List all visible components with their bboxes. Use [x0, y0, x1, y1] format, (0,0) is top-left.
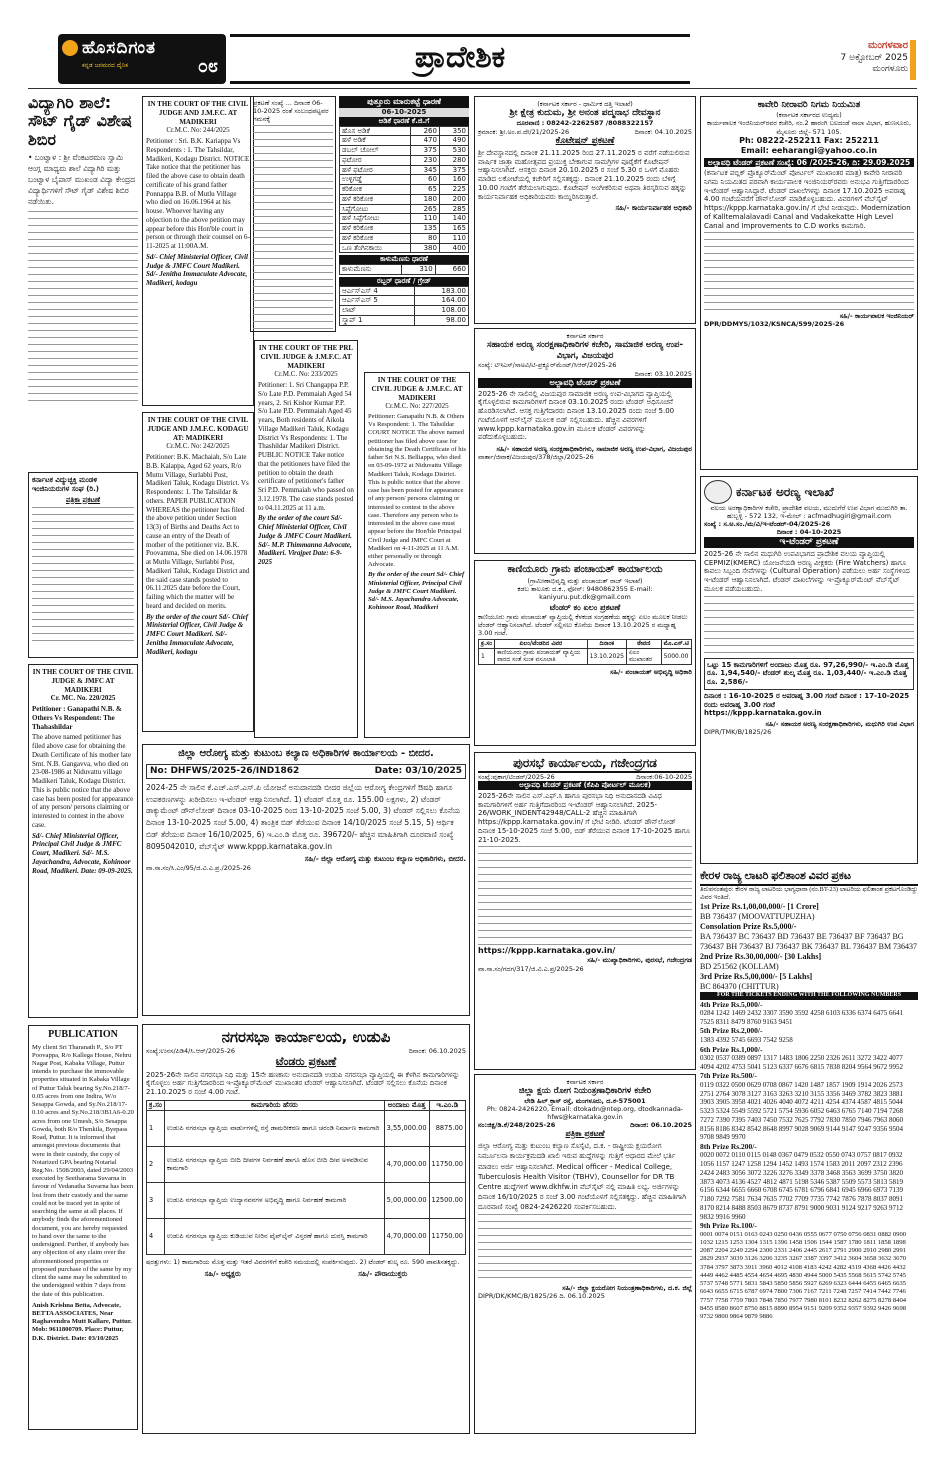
publication-notice [28, 1025, 138, 1430]
cnn-sign: ಸಹಿ/- ಕಾರ್ಯಪಾಲಕ ಇಂಜಿನಿಯರ್ [839, 312, 914, 321]
court-body: The above named petitioner has filed above case for obtaining the Death Certificate of his mother late Smt. N.B. Gangavva, who died on 23-08-1986 at Niduvattu village Madikeri Taluk, Kodagu District. This is public notice that the above case has been posted for appearance of any person/ persons claiming or interested to contest in the above case. [32, 733, 134, 829]
tb-ref: ನಂ:ಜಿಕ್ಷ/ಡಿ.ಕೆ/248/2025-26 [478, 1121, 556, 1130]
table-cell: ಆರ್ಎಸ್ಎಸ್ 5 [340, 296, 415, 306]
table-cell: 12500.00 [429, 1182, 465, 1218]
table-row [340, 155, 469, 165]
table-cell: 400 [439, 243, 468, 253]
table-cell: ಉಡುಪಿ ನಗರಸಭಾ ವ್ಯಾಪ್ತಿಯ ಬೀದಿ ದೀಪಗಳ ನಿರ್ವಹಣೆ ಹಾಗೂ ಹೊಸ ಬೀದಿ ದೀಪ ಅಳವಡಿಸುವ ಕಾಮಗಾರಿ [164, 1146, 384, 1182]
table-row [340, 185, 469, 195]
temple-date: ದಿನಾಂಕ: 04.10.2025 [634, 127, 692, 136]
table-cell: 375 [439, 165, 468, 175]
table-cell: 4,70,000.00 [384, 1146, 429, 1182]
cnn-addr: ಕಾರ್ಯಪಾಲಕ ಇಂಜಿನಿಯರ್‌ರವರ ಕಚೇರಿ, ನಂ.2 ಹಾರಂಗಿ ಬಲದಂಡೆ ನಾಲಾ ವಿಭಾಗ, ಹುಣಸೂರು, ಮೈಸೂರು ಜಿಲ್ಲೆ- 571 105. [706, 119, 912, 136]
forest-dates: ದಿನಾಂಕ : 16-10-2025 ರ ಅಪರಾಹ್ನ 3.00 ಗಂಟೆ ದಿನಾಂಕ : 17-10-2025 ರಂದು ಅಪರಾಹ್ನ 3.00 ಗಂಟೆ [704, 691, 910, 709]
forest-link[interactable]: https://kppp.karnataka.gov.in [704, 709, 822, 718]
temple-header: (ಕರ್ನಾಟಕ ಸರ್ಕಾರ - ಧಾರ್ಮಿಕ ದತ್ತಿ ಇಲಾಖೆ) [537, 100, 633, 108]
table-row [147, 1110, 466, 1146]
table-row [340, 126, 469, 136]
table-cell: 375 [410, 146, 439, 156]
table-row [340, 214, 469, 224]
publication-title: PUBLICATION [48, 1029, 118, 1040]
table-header-cell: ಕ್ರ.ಸಂ [479, 640, 495, 649]
gp-title: ಕಾಣಿಯೂರು ಗ್ರಾಮ ಪಂಚಾಯತ್ ಕಾರ್ಯಾಲಯ [507, 564, 663, 575]
prize-6-numbers: 0302 0537 0389 0897 1317 1483 1806 2250 2326 2611 3272 3422 4077 4094 4202 4753 5041 5123 6337 6676 6815 7838 8204 9564 9672 9952 [700, 1053, 903, 1071]
kebea-title: ಕರ್ನಾಟಕ ವಿದ್ಯುಚ್ಛಕ್ತಿ ಮಂಡಳಿ ಇಂಜಿನಿಯರುಗಳ ಸಂಘ (ರಿ.) [32, 476, 99, 493]
court-notice-233 [254, 340, 358, 738]
gp-body: ಕಾಣಿಯೂರು ಗ್ರಾಮ ಪಂಚಾಯತ್ ವ್ಯಾಪ್ತಿಯಲ್ಲಿ ಕೆಳಕಂಡ ಸಂಗ್ರಹಣೆಯ ಹಕ್ಕನ್ನು ಏಲಂ ಮೂಲಕ ನೀಡಲು ಟೆಂಡರ್ ಆಹ್ವಾನಿಸಲಾಗಿದೆ. ಟೆಂಡರ್ ಸಲ್ಲಿಸಲು ಕೊನೆಯ ದಿನಾಂಕ 13.10.2025 ರ ಮಧ್ಯಾಹ್ನ 3.00 ಗಂಟೆ. [478, 612, 688, 638]
cnn-phone: Ph: 08222-252211 Fax: 252211 [739, 135, 879, 145]
table-cell: ಹಳೆ ಫಟೋರ [340, 165, 411, 175]
table-cell: ಒಣ ತೆಂಗಿನಕಾಯಿ [340, 243, 411, 253]
prize-3-number: BC 864370 (CHITTUR) [700, 982, 779, 991]
table-cell: 110 [410, 214, 439, 224]
forest-ref: ಸಂಖ್ಯೆ : ಸ.ಅ.ಸಂ./ಮ/ವಿ/ಇ-ಟೆಂಡರ್-04/2025-26 [704, 520, 831, 529]
cnn-notice: ಅಲ್ಪಾವಧಿ ಟೆಂಡರ್ ಪ್ರಕಟಣೆ ಸಂಖ್ಯೆ: 06 /2025-26, ದಿ: 29.09.2025 [704, 158, 914, 167]
arecanut-rates-table [339, 126, 469, 254]
tb-text-lines [478, 1214, 692, 1284]
section-title: ಪ್ರಾದೇಶಿಕ [414, 40, 506, 75]
table-cell: 164.00 [414, 296, 468, 306]
sf-sign: ಸಹಿ/- ಸಹಾಯಕ ಅರಣ್ಯ ಸಂರಕ್ಷಣಾಧಿಕಾರಿಗಳು, ಸಾಮಾಜಿಕ ಅರಣ್ಯ ಉಪ-ವಿಭಾಗ, ವಿಜಯಪುರ [496, 445, 692, 454]
table-cell: ಹಳೆ ಅಡಿಕೆ [340, 136, 411, 146]
table-row [479, 648, 692, 664]
table-cell: 1 [479, 648, 495, 664]
table-header-cell: ಕ್ರ.ಸಂ [147, 1100, 165, 1110]
gp-heading: ಟೆಂಡರ್ ಕಂ ಏಲಂ ಪ್ರಕಟಣೆ [549, 602, 621, 612]
cauvery-nigam-tender [700, 96, 918, 470]
story-title: ವಿದ್ಯಾಗಿರಿ ಶಾಲೆ: ಸೌಟ್ ಗೈಡ್ ವಿಶೇಷ ಶಿಬಿರ [28, 94, 132, 149]
table-cell: 200 [439, 194, 468, 204]
table-cell: 60 [410, 175, 439, 185]
table-row [340, 243, 469, 253]
rubber-rates-table [339, 286, 469, 326]
gj-text-lines [478, 846, 692, 946]
table-cell: 165 [439, 224, 468, 234]
table-cell: 225 [439, 185, 468, 195]
tb-addr: ಲೇಡಿ ಹಿಲ್ ಕ್ರಾಸ್ ರಸ್ತೆ, ಮಂಗಳೂರು, ದ.ಕ-575001 [524, 1096, 646, 1105]
bh-title: ಜಿಲ್ಲಾ ಆರೋಗ್ಯ ಮತ್ತು ಕುಟುಂಬ ಕಲ್ಯಾಣ ಅಧಿಕಾರಿಗಳ ಕಾರ್ಯಾಲಯ - ಬೀದರ. [178, 748, 434, 759]
court-parties: Petitioner : Ganapathi N.B. & Others Vs Respondent: The Thahashildar [32, 705, 122, 731]
gp-table [478, 639, 692, 665]
table-cell: ಫಟೋರ [340, 155, 411, 165]
table-cell: 280 [439, 155, 468, 165]
forest-title: ಕರ್ನಾಟಕ ಅರಣ್ಯ ಇಲಾಖೆ [736, 484, 834, 499]
table-cell: ಕರಿಕೋಕ [340, 185, 411, 195]
table-cell: 345 [410, 165, 439, 175]
story-text-lines [28, 211, 138, 401]
temple-title: ಶ್ರೀ ಕ್ಷೇತ್ರ ಕುದುಮ, ಶ್ರೀ ಅನಂತ ಪದ್ಮನಾಭ ದೇವಸ್ಥಾನ [509, 108, 661, 119]
table-row [340, 204, 469, 214]
table-cell: ಉಳ್ಳಿಗಡ್ಡೆ [340, 175, 411, 185]
table-cell: 1 [147, 1110, 165, 1146]
pepper-rates-table [339, 264, 469, 275]
court-case-no: Cr.M.C. No: 227/2025 [385, 402, 449, 411]
table-cell: 530 [439, 146, 468, 156]
kebea-notice [28, 472, 138, 658]
table-cell: 2 [147, 1146, 165, 1182]
publication-body: My client Sri Tharanath P., S/o PT Poovappa, R/o Kallega House, Nehru Nagar Post, Kabaka Village, Puttur intends to purchase the immovable properties situated in Kabaka Village of Puttur Taluk bearing Sy.No.218/7- 0.05 acres from one Indira, W/o Sesappa Gowda, and Sy.No.218/17-0.10 acres and Sy.No.218/3B1A6-0.20 acres from one Umesh, S/o Sesappa Gowda, both R/o Thenkila, Byepass Road, Puttur. It is informed that amongst previous documents that were in their custody, the copy of Notarized GPA bearing Notarial Reg.No. 1508/2003, dated 29/04/2003 executed by Seetharama Suvarna in favour of Vedanatha Suvarna has been lost from their custody and the same could not be traced yet in spite of searching the same at all places. If anybody finds the aforementioned document, you are hereby requested to hand over the same to the undersigned. Further, if anybody has any objection of any claim over the aforementioned properties or proposed purchase of the same by my client the same may be submitted to the undersigned within 7 days from the date of this publication. [32, 1043, 134, 1298]
prize-7-numbers: 0119 0322 0500 0629 0708 0867 1420 1487 1857 1909 1914 2026 2573 2751 2764 3078 3127 3163 3263 3210 3155 3356 3469 3782 3823 3881 3903 3905 3958 4021 4026 4040 4072 4211 4254 4374 4587 4815 5044 5323 5324 5549 5592 5721 5754 5936 6052 6463 6765 7140 7194 7268 7272 7390 7395 7403 7450 7532 7625 7792 7830 7850 7946 7963 8060 8156 8186 8342 8542 8648 8997 9028 9069 9144 9147 9247 9356 9504 9708 9849 9970 [700, 1080, 903, 1142]
gj-body: 2025-26ನೇ ಸಾಲಿನ ಎಸ್.ಎಫ್.ಸಿ ಹಾಗೂ ಪುರಸಭಾ ನಿಧಿ ಅನುದಾನದಡಿ ವಿವಿಧ ಕಾಮಗಾರಿಗಳಿಗೆ ಅರ್ಹ ಗುತ್ತಿಗೆದಾರರಿಂದ ಇ-ಟೆಂಡರ್ ಆಹ್ವಾನಿಸಲಾಗಿದೆ. 2025-26/WORK_INDENT42948/CALL-2 ಹೆಚ್ಚಿನ ಮಾಹಿತಿಗಾಗಿ https://kppp.karnataka.gov.in/ ಗೆ ಭೇಟಿ ನೀಡಿರಿ. ಟೆಂಡರ್ ಡೌನ್‌ಲೋಡ್ ದಿನಾಂಕ 15-10-2025 ಸಂಜೆ 5.00, ಬಿಡ್ ತೆರೆಯುವ ದಿನಾಂಕ 17-10-2025 ಹಾಗೂ 21-10-2025. [478, 791, 691, 844]
dateline [693, 40, 908, 75]
table-cell: 380 [410, 243, 439, 253]
table-header-cell: ಏಲಂ/ಟೆಂಡರಿನ ವಿವರ [495, 640, 588, 649]
table-cell: 110 [439, 233, 468, 243]
table-row [340, 194, 469, 204]
consolation-numbers: BA 736437 BC 736437 BD 736437 BE 736437 BF 736437 BG 736437 BH 736437 BJ 736437 BK 736437 BL 736437 BM 736437 [700, 932, 918, 951]
temple-sub: ಕೊಟೇಷನ್ ಪ್ರಕಟಣೆ [555, 135, 615, 146]
ud-date: ದಿನಾಂಕ: 06.10.2025 [408, 1046, 466, 1055]
table-header-cell: ಕಾಮಗಾರಿಯ ಹೆಸರು [164, 1100, 384, 1110]
court-case-no: Cr.M.C. No: 244/2025 [166, 126, 230, 135]
sf-date: ದಿನಾಂಕ: 03.10.2025 [634, 369, 692, 378]
sf-body: 2025-26 ನೇ ಸಾಲಿನಲ್ಲಿ ವಿಜಯಪುರ ಸಾಮಾಜಿಕ ಅರಣ್ಯ ಉಪ-ವಿಭಾಗದ ವ್ಯಾಪ್ತಿಯಲ್ಲಿ ಕೈಗೊಳ್ಳಲಿರುವ ಕಾಮಗಾರಿಗಳಿಗೆ ದಿನಾಂಕ 03.10.2025 ರಂದು ಟೆಂಡರ್ ಅಧಿಸೂಚನೆ ಹೊರಡಿಸಲಾಗಿದೆ. ಆಸಕ್ತ ಗುತ್ತಿಗೆದಾರರು ದಿನಾಂಕ 13.10.2025 ರಂದು ಸಂಜೆ 5.00 ಗಂಟೆಯೊಳಗೆ ಆನ್‌ಲೈನ್ ಮೂಲಕ ಬಿಡ್ ಸಲ್ಲಿಸಬಹುದು. ಹೆಚ್ಚಿನ ವಿವರಗಳಿಗೆ www.kppp.karnataka.gov.in ಮೂಲಕ ಟೆಂಡರ್ ವಿವರಗಳನ್ನು ಪಡೆದುಕೊಳ್ಳಬಹುದು. [478, 389, 675, 442]
gj-sign: ಸಹಿ/- ಮುಖ್ಯಾಧಿಕಾರಿಗಳು, ಪುರಸಭೆ, ಗಜೇಂದ್ರಗಡ [587, 956, 692, 965]
court-body: Petitioner: Ganapathi N.B. & Others Vs Respondent: 1. The Tahsildar COURT NOTICE The above named petitioner has filed above case for obtaining the Death Certificate of his father Sri N.S. Belliappa, who died on 03-09-1972 at Niduvattu Village Madikeri Taluk, Kodagu District. This is public notice that the above case has been posted for appearance of any person/ persons claiming or interested to contest in the above case. Therefore any person who is interested in the above case must appear before the Hon'ble Principal Civil Judge and JMFC Court at Madikeri on 4-11-2025 at 11 A.M. either personally or through Advocate. [368, 413, 466, 569]
court-notice-242 [142, 412, 254, 732]
table-cell: 490 [439, 136, 468, 146]
market-sub: ಅಡಿಕೆ ಧಾರಣೆ ಕೆ.ಜಿ.ಗೆ [339, 117, 469, 126]
header-rule [28, 88, 917, 89]
cnn-code: DPR/DDMYS/1032/KSNCA/599/2025-26 [704, 320, 845, 329]
forest-code: DIPR/TMK/B/1825/26 [704, 728, 772, 737]
cnn-email: Email: eeharangi@yahoo.co.in [740, 145, 878, 155]
temple-sign: ಸಹಿ/- ಕಾರ್ಯನಿರ್ವಾಹಕ ಅಧಿಕಾರಿ [615, 204, 692, 213]
table-cell: ಹಳೆ ಕರಿಕೋಕ [340, 224, 411, 234]
court-notice-244 [142, 96, 254, 406]
section-header [230, 34, 690, 84]
sf-header: ಕರ್ನಾಟಕ ಸರ್ಕಾರ [566, 332, 604, 340]
kannada-notice [250, 96, 336, 332]
court-case-no: Cr.M.C. No: 233/2025 [274, 370, 338, 379]
prize-3-label: 3rd Prize Rs.5,00,000/- [5 Lakhs] [700, 972, 813, 981]
cnn-body: (ಕರ್ನಾಟಕ ಪಬ್ಲಿಕ್ ಪ್ರೊಕ್ಯೂರ್‌ಮೆಂಟ್ ಪೋರ್ಟಲ್ ಮುಖಾಂತರ ಮಾತ್ರ) ಕಾವೇರಿ ನೀರಾವರಿ ನಿಗಮ ನಿಯಮಿತದ ಪರವಾಗಿ ಕಾರ್ಯಪಾಲಕ ಇಂಜಿನಿಯರ್‌ರವರು ಅನುಭವಿ ಗುತ್ತಿಗೆದಾರರಿಂದ ಇ-ಟೆಂಡರ್ ಆಹ್ವಾನಿಸಿದ್ದಾರೆ. ಟೆಂಡರ್ ದಾಖಲೆಗಳನ್ನು ದಿನಾಂಕ 17.10.2025 ಅಪರಾಹ್ನ 4.00 ಗಂಟೆಯವರೆಗೆ ಡೌನ್‌ಲೋಡ್ ಮಾಡಿಕೊಳ್ಳಬಹುದು. ವಿವರಗಳಿಗೆ ವೆಬ್‌ಸೈಟ್ https://kppp.karnataka.gov.in/ ಗೆ ಭೇಟಿ ನೀಡುವುದು. Modernization of Kalltemalalavadi Canal and Vadakekatte High Level Canal and Improvements to C.D works ಕಾಮಗಾರಿ. [704, 169, 911, 230]
prize-4-label: 4th Prize Rs.5,000/- [700, 999, 763, 1009]
table-cell: 135 [410, 224, 439, 234]
table-row [340, 146, 469, 156]
table-cell: 4,70,000.00 [384, 1218, 429, 1254]
table-cell: 11750.00 [429, 1146, 465, 1182]
court-notice-220 [28, 664, 138, 1018]
table-cell: ಸ್ಕ್ರಾಪ್ 1 [340, 315, 415, 325]
rubber-title: ರಬ್ಬರ್ ಧಾರಣೆ / ಗ್ರೇಡ್ [339, 277, 469, 286]
accent-bar [910, 40, 916, 80]
table-header-cell: ಮೊ.ಎಸ್.ಟಿ [661, 640, 691, 649]
court-sign: By the order of the court Sd/- Chief Ministerial Officer, Civil Judge & JMFC Court Madikeri. Sd/- Jenitha Immaculate Advocate, Madikeri, kodagu [146, 612, 249, 656]
gj-title: ಪುರಸಭೆ ಕಾರ್ಯಾಲಯ, ಗಜೇಂದ್ರಗಡ [478, 756, 692, 773]
prize-5-numbers: 1383 4392 5745 6693 7542 9258 [700, 1035, 793, 1044]
lottery-title: ಕೇರಳ ರಾಜ್ಯ ಲಾಟರಿ ಫಲಿತಾಂಶ ವಿವರ ಪ್ರಕಟ [700, 870, 918, 886]
story-body: • ಬಂಟ್ವಾಳ : ಶ್ರೀ ವೆಂಕಟರಮಣ ಸ್ವಾಮಿ ಆಂಗ್ಲ ಮಾಧ್ಯಮ ಶಾಲೆ ವಿದ್ಯಾಗಿರಿ ಮತ್ತು ಬಂಟ್ವಾಳ ಬೈಪಾಸ್ ಮುಖಂಡ ವಿದ್ಯಾ ಕೇಂದ್ರದ ವಿದ್ಯಾರ್ಥಿಗಳಿಗೆ ಸೌಟ್ ಗೈಡ್ ವಿಶೇಷ ಶಿಬಿರ ನಡೆಯಿತು. [28, 153, 136, 206]
table-row [340, 233, 469, 243]
bh-code: ವಾ.ಸಾ.ಸಂ/ಸಿ.ಎಂ/95/ಜಿ.ವಿ.ಎ.ಪ್ರ./2025-26 [146, 864, 251, 873]
cnn-text-lines [704, 232, 914, 312]
tb-sub: ಪತ್ರಿಕಾ ಪ್ರಕಟಣೆ [565, 1129, 605, 1139]
table-cell: 660 [435, 265, 468, 275]
temple-quotation [474, 96, 696, 324]
court-title: IN THE COURT OF THE CIVIL JUDGE & J.M.F.C. AT MADIKERI [371, 376, 463, 402]
cnn-sub: (ಕರ್ನಾಟಕ ಸರ್ಕಾರದ ಉದ್ಯಮ) [776, 111, 842, 120]
bh-body: 2024-25 ನೇ ಸಾಲಿನ ಕೆ.ಎಚ್.ಎಸ್.ಎಸ್.ಪಿ ಯೋಜನೆ ಅನುದಾನದಡಿ ಬೀದರ ಜಿಲ್ಲೆಯ ಆರೋಗ್ಯ ಕೇಂದ್ರಗಳಿಗೆ ಔಷಧಿ ಹಾಗೂ ಉಪಕರಣಗಳನ್ನು ಖರೀದಿಸಲು ಇ-ಟೆಂಡರ್ ಆಹ್ವಾನಿಸಲಾಗಿದೆ. 1) ಟೆಂಡರ್ ಮೊತ್ತ ರೂ. 155.00 ಲಕ್ಷಗಳು, 2) ಟೆಂಡರ್ ಡಾಕ್ಯುಮೆಂಟ್ ಡೌನ್‌ಲೋಡ್ ದಿನಾಂಕ 03-10-2025 ರಿಂದ 13-10-2025 ಸಂಜೆ 5.00, 3) ಟೆಂಡರ್ ಸಲ್ಲಿಸಲು ಕೊನೆಯ ದಿನಾಂಕ 13-10-2025 ಸಂಜೆ 5.00, 4) ತಾಂತ್ರಿಕ ಬಿಡ್ ತೆರೆಯುವ ದಿನಾಂಕ 14/10/2025 ಸಂಜೆ 5.15, 5) ಆರ್ಥಿಕ ಬಿಡ್ ತೆರೆಯುವ ದಿನಾಂಕ 16/10/2025, 6) ಇ.ಎಂ.ಡಿ ಮೊತ್ತ ರೂ. 396720/- ಹೆಚ್ಚಿನ ಮಾಹಿತಿಗಾಗಿ ದೂರವಾಣಿ ಸಂಖ್ಯೆ 8095042010, ವೆಬ್‌ಸೈಟ್ www.kppp.karnataka.gov.in [146, 782, 461, 851]
court-sign: By the order of the court Sd/- Chief Ministerial Officer, Principal Civil Judge & JMFC Court Madikeri. Sd/- M.S. Jayachandra Advocate, Kohinoor Road, Madikeri [368, 571, 465, 612]
table-cell: 230 [410, 155, 439, 165]
ud-sign-2: ಸಹಿ/- ಪೌರಾಯುಕ್ತರು [358, 1269, 408, 1278]
sf-title: ಸಹಾಯಕ ಅರಣ್ಯ ಸಂರಕ್ಷಣಾಧಿಕಾರಿಗಳ ಕಚೇರಿ, ಸಾಮಾಜಿಕ ಅರಣ್ಯ ಉಪ-ವಿಭಾಗ, ವಿಜಯಪುರ [486, 340, 684, 361]
ud-body: 2025-26ನೇ ಸಾಲಿನ ನಗರಸಭಾ ನಿಧಿ ಮತ್ತು 15ನೇ ಹಣಕಾಸು ಅನುದಾನದಡಿ ಉಡುಪಿ ನಗರಸಭಾ ವ್ಯಾಪ್ತಿಯಲ್ಲಿ ಈ ಕೆಳಗಿನ ಕಾಮಗಾರಿಗಳನ್ನು ಕೈಗೊಳ್ಳಲು ಅರ್ಹ ಗುತ್ತಿಗೆದಾರರಿಂದ ಇ-ಪ್ರೊಕ್ಯೂರ್‌ಮೆಂಟ್ ಮುಖಾಂತರ ಟೆಂಡರ್ ಆಹ್ವಾನಿಸಲಾಗಿದೆ. ಟೆಂಡರ್ ಸಲ್ಲಿಸಲು ಕೊನೆಯ ದಿನಾಂಕ 21.10.2025 ರ ಸಂಜೆ 4.00 ಗಂಟೆ. [146, 1070, 460, 1097]
forest-text-lines [704, 596, 914, 656]
story-vidyagiri [28, 94, 138, 466]
table-cell: 160 [439, 175, 468, 185]
temple-ref: ಕ್ರಮಾಂಕ: ಶ್ರೀ.ಅಂ.ಪ.ದೇ/21/2025-26 [478, 127, 570, 136]
kerala-lottery [700, 870, 918, 1434]
day: ಮಂಗಳವಾರ [867, 40, 908, 51]
court-sign: Sd/- Chief Ministerial Officer, Civil Judge & JMFC Court Madikeri. Sd/- Jenitha Immaculate Advocate, Madikeri, kodagu [146, 252, 248, 287]
masthead-logo[interactable] [58, 34, 226, 84]
table-cell: 5,00,000.00 [384, 1182, 429, 1218]
court-title: IN THE COURT OF THE CIVIL JUDGE AND J.M.F.C. AT MADIKERI [147, 100, 249, 126]
prize-2-label: 2nd Prize Rs.30,00,000/- [30 Lakhs] [700, 952, 822, 961]
gj-link[interactable]: https://kppp.karnataka.gov.in/ [478, 946, 616, 956]
notice-text-lines [253, 125, 333, 332]
ud-sub: ಟೆಂಡರು ಪ್ರಕಟಣೆ [275, 1054, 337, 1068]
court-body: Petitioner: B.K. Machaiah, S/o Late B.B. Kalappa, Aged 62 years, R/o Muttu Village, Surlabbi Post, Madikeri Taluk, Kodagu District. Vs Respondents: 1. The Tahsildar & others. PAPER PUBLICATION WHEREAS the petitioner has filed the above petition under Section 13(3) of Births and Deaths Act to cause an entry of the Death of mother of the petitioner viz. B.K. Poovamma, She died on 14.06.1978 at Mutlu Village, Surlabbi Post, Madikeri Taluk, Kodagu District and the said case stands posted to 06.11.2025 date before the Court, failing which the matter will be heard and decided on merits. [146, 453, 250, 610]
table-row [340, 296, 469, 306]
table-header-cell: ಠೇವಣಿ [626, 640, 661, 649]
table-cell: 98.00 [414, 315, 468, 325]
table-row [340, 136, 469, 146]
table-cell: ಏಲಂ ಮುಖಾಂತರ [626, 648, 661, 664]
market-date: 06-10-2025 [339, 108, 469, 117]
gajendragad-tender [474, 752, 696, 1070]
ud-title: ನಗರಸಭಾ ಕಾರ್ಯಾಲಯ, ಉಡುಪಿ [221, 1028, 391, 1046]
market-rates [339, 96, 469, 366]
ud-note: ಷರತ್ತುಗಳು: 1) ಕಾಮಗಾರಿಯ ಮೊತ್ತ ಮತ್ತು ಇತರೆ ವಿವರಗಳಿಗೆ ಕಚೇರಿ ಸಮಯದಲ್ಲಿ ಸಂಪರ್ಕಿಸುವುದು. 2) ಟೆಂಡರ್ ಶುಲ್ಕ ರೂ. 590 ಪಾವತಿಸತಕ್ಕದ್ದು. [146, 1257, 460, 1266]
tb-code: DIPR/DK/KMC/B/1825/26 ದಿ. 06.10.2025 [478, 1292, 605, 1301]
forest-etender [700, 476, 918, 864]
gj-sub: ಅಲ್ಪಾವಧಿ ಟೆಂಡರ್ ಪ್ರಕಟಣೆ (ಕೆಪಿಪಿ ಪೋರ್ಟಲ್ ಮೂಲಕ) [478, 781, 692, 790]
gp-contact: ಕಡಬ ತಾಲೂಕು ದ.ಕ., ಫೋನ್: 9480862355 E-mail: kaniyuru.put.dk@gmail.com [517, 584, 653, 601]
table-cell: ಉಡುಪಿ ನಗರಸಭಾ ವ್ಯಾಪ್ತಿಯ ಉದ್ಯಾನವನಗಳ ಅಭಿವೃದ್ಧಿ ಹಾಗೂ ನಿರ್ವಹಣೆ ಕಾಮಗಾರಿ [164, 1182, 384, 1218]
forest-date: ದಿನಾಂಕ : 04-10-2025 [776, 528, 842, 537]
prize-1-number: BB 736437 (MOOVATTUPUZHA) [700, 912, 815, 921]
pepper-title: ಕಾಳುಮೆಣಸು ಧಾರಣೆ [339, 255, 469, 264]
table-row [147, 1146, 466, 1182]
forest-emblem-icon [704, 480, 732, 504]
table-cell: 3 [147, 1182, 165, 1218]
prize-8-label: 8th Prize Rs.200/- [700, 1142, 757, 1151]
tb-contact: Ph: 0824-2426220, Email: dtokadn@ntep.org, dtodkannada-hfws@karnataka.gov.in [486, 1104, 684, 1121]
table-cell: 180 [410, 194, 439, 204]
bh-date: Date: 03/10/2025 [374, 765, 462, 776]
kaniyur-panchayat-tender [474, 560, 696, 746]
table-cell: ಡಬಲ್ ಚೋಲ್ [340, 146, 411, 156]
tb-date: ದಿನಾಂಕ: 06.10.2025 [630, 1121, 692, 1130]
table-cell: 80 [410, 233, 439, 243]
gp-sign: ಸಹಿ/- ಪಂಚಾಯತ್ ಅಭಿವೃದ್ಧಿ ಅಧಿಕಾರಿ [610, 667, 692, 676]
table-row [340, 175, 469, 185]
prize-9-numbers: 0001 0074 0151 0163 0243 0250 0436 0555 0677 0750 0756 0831 0882 0900 1032 1215 1253 1304 1315 1396 1458 1506 1544 1587 1780 1811 1858 1898 2087 2204 2249 2294 2300 2331 2406 2445 2617 2791 2900 2910 2980 2991 2829 2937 3039 3126 3206 3235 3267 3387 3397 3412 3604 3658 3632 3670 3784 3797 3873 3911 3960 4012 4108 4183 4242 4282 4319 4368 4426 4432 4449 4462 4485 4554 4654 4695 4830 4944 5000 5435 5568 5615 5742 5745 5737 5748 5771 5831 5843 5850 5856 5927 6269 6323 6444 6455 6465 6635 6643 6655 6715 6787 6974 7800 7306 7167 7211 7248 7257 7414 7442 7746 7757 7758 7759 7803 7848 7850 7977 7980 8101 8232 8262 8275 8278 8404 8455 8580 8607 8750 8815 8890 8954 9151 9209 9352 9357 9392 9426 9698 9732 9800 9864 9879 9886 [700, 1230, 907, 1321]
table-header-row [147, 1100, 466, 1110]
table-row [340, 265, 469, 275]
table-header-row [479, 640, 692, 649]
table-row [340, 306, 469, 316]
prize-7-label: 7th Prize Rs.500/- [700, 1071, 757, 1081]
kebea-sub: ಪತ್ರಿಕಾ ಪ್ರಕಟಣೆ [65, 495, 101, 504]
cnn-title: ಕಾವೇರಿ ನೀರಾವರಿ ನಿಗಮ ನಿಯಮಿತ [757, 100, 861, 110]
court-title: IN THE COURT OF THE CIVIL JUDGE & JMFC AT MADIKERI [32, 668, 134, 694]
table-cell: ಸಿಪ್ಪೆಗೋಟು [340, 204, 411, 214]
ud-sign-1: ಸಹಿ/- ಅಧ್ಯಕ್ಷರು [204, 1269, 241, 1278]
lottery-bar: FOR THE TICKETS ENDING WITH THE FOLLOWING NUMBERS [700, 992, 918, 1000]
tb-header: ಕರ್ನಾಟಕ ಸರ್ಕಾರ [566, 1078, 604, 1086]
prize-1-label: 1st Prize Rs.1,00,00,000/- [1 Crore] [700, 902, 819, 911]
bidar-health-tender [142, 744, 470, 1016]
table-cell: ಹಳೆ ಕರಿಕೋಕ [340, 233, 411, 243]
table-cell: 285 [439, 204, 468, 214]
court-sign: By the order of the court Sd/- Chief Ministerial Officer, Civil Judge & JMFC Court Madikeri. Sd/- M.P. Thimmanna Advocate, Madikeri. Virajpet Date: 6-9-2025 [258, 514, 352, 566]
gj-code: ವಾ.ಸಾ.ಸಂ/ಗದಗ/317/ಜಿ.ವಿ.ಎ.ಪ್ರ/2025-26 [478, 964, 584, 973]
table-cell: ಹಳೆ ಸಿಪ್ಪೆಗೋಟು [340, 214, 411, 224]
forest-addr: ವಲಯ ಅರಣ್ಯಾಧಿಕಾರಿಗಳ ಕಚೇರಿ, ಪ್ರಾದೇಶಿಕ ವಲಯ, ಮುದುಗೆರೆ ಉಪ ವಿಭಾಗ ಮುದುಗಿರಿ ತಾ. ಹುಬ್ಬಳ್ಳಿ - 572 132, ಇ-ಮೇಲ್ : acfmadhugiri@gmail.com [710, 504, 908, 521]
table-cell: 260 [410, 126, 439, 136]
court-body: Petitioner: 1. Sri Changappa P.P. S/o Late P.D. Pemmaiah Aged 54 years, 2. Sri Kishor Kumar P.P. S/o Late P.D. Pemmaiah Aged 45 years, Both residents of Aikola Village Madikeri Taluk, Kodagu District Vs Respondents: 1. The Thashildar Madikeri District. PUBLIC NOTICE Take notice that the petitioners have filed the petition to obtain the death certificate of petitioner's father Sri P.D. Pemmaiah who passed on 3.12.1978. The case stands posted to 04.11.2025 at 11 a.m. [258, 381, 354, 512]
date: 7 ಅಕ್ಟೋಬರ್ 2025 [840, 52, 908, 63]
table-cell: 5000.00 [661, 648, 691, 664]
prize-4-numbers: 0284 1242 1469 2432 3307 3590 3592 4258 6103 6336 6374 6475 6641 7525 8311 8479 8760 9163 9451 [700, 1008, 903, 1026]
paper-tagline: ಕನ್ನಡ ಜನಮನದ ದೈನಿಕ [82, 62, 128, 69]
kebea-text-lines [32, 507, 134, 647]
table-cell: 350 [439, 126, 468, 136]
gj-date: ದಿನಾಂಕ:06-10-2025 [636, 773, 692, 781]
edition: ಮಂಗಳೂರು [872, 63, 908, 74]
tb-sign: ಸಹಿ/- ಜಿಲ್ಲಾ ಕ್ಷಯರೋಗ ನಿಯಂತ್ರಣಾಧಿಕಾರಿಗಳು, ದ.ಕ. ಜಿಲ್ಲೆ [562, 1284, 692, 1293]
table-cell: 470 [410, 136, 439, 146]
publication-sign: Anish Krishna Betta, Advocate, BETTA ASSOCIATES, Near Raghavendra Mutt Kallare, Puttur. Mob: 9611800709. Place: Puttur, D.K. District. Date: 03/10/2025 [32, 1301, 132, 1342]
consolation-label: Consolation Prize Rs.5,000/- [700, 922, 797, 931]
table-row [147, 1218, 466, 1254]
prize-6-label: 6th Prize Rs.1,000/- [700, 1044, 763, 1054]
court-body: Petitioner : Sri. B.K. Kariappa Vs Respondents : 1. The Tahsildar, Madikeri, Kodagu District. NOTICE Take notice that the petitioner has filed the above case to obtain death certificate of his grand father Ponnappa B.B. of Mutlu Village who died on 16.06.1964 at his house. Whoever having any objection to the above petition may appear before this Hon'ble court in person or through their counsel on 6-11-2025 at 11:00A.M. [146, 137, 250, 250]
forest-sub: ಇ-ಟೆಂಡರ್ ಪ್ರಕಟಣೆ [704, 537, 914, 548]
table-cell: ಲಾಟ್ [340, 306, 415, 316]
forest-sign: ಸಹಿ/- ಸಹಾಯಕ ಅರಣ್ಯ ಸಂರಕ್ಷಣಾಧಿಕಾರಿಗಳು, ಮಧುಗಿರಿ ಉಪ ವಿಭಾಗ [765, 720, 914, 728]
table-row [340, 165, 469, 175]
temple-phone: ದೂರವಾಣಿ : 08242-2262587 /8088322157 [516, 119, 654, 128]
bh-ref: No: DHFWS/2025-26/IND1862 [150, 765, 300, 776]
table-cell: ಆರ್ಎಸ್ಎಸ್ 4 [340, 286, 415, 296]
table-cell: 8875.00 [429, 1110, 465, 1146]
table-row [340, 224, 469, 234]
table-cell: 310 [402, 265, 435, 275]
table-cell: 4 [147, 1218, 165, 1254]
ud-works-table [146, 1100, 466, 1255]
sf-code: ವಾರ್ತಾ/ಜಿವಾಕ/ವಿಜಯಪುರ/378/ಜಿಲ್ಲಾ/2025-26 [478, 453, 594, 462]
gj-ref: ಸಂಖ್ಯೆ:ಪುಕಾಗ/ಟಿಂಡರ್/2025-26 [478, 773, 555, 781]
notice-text: ಪ್ರಕಟಣೆ ಸಂಖ್ಯೆ ... ದಿನಾಂಕ 06-10-2025 ರಂತೆ ಸಂಬಂಧಪಟ್ಟವರ ಗಮನಕ್ಕೆ [253, 99, 329, 124]
table-cell: ಉಡುಪಿ ನಗರಸಭಾ ವ್ಯಾಪ್ತಿಯ ಕುಡಿಯುವ ನೀರಿನ ಪೈಪ್‌ಲೈನ್ ವಿಸ್ತರಣೆ ಹಾಗೂ ದುರಸ್ತಿ ಕಾಮಗಾರಿ [164, 1218, 384, 1254]
forest-body: 2025-26 ನೇ ಸಾಲಿನ ಮಧುಗಿರಿ ಉಪವಿಭಾಗದ ಪ್ರಾದೇಶಿಕ ವಲಯ ವ್ಯಾಪ್ತಿಯಲ್ಲಿ CEPMIZ(KMERC) ಯೋಜನೆಯಡಿ ಅರಣ್ಯ ವೀಕ್ಷಕರು (Fire Watchers) ಹಾಗೂ ಕಾವಲು ಸಿಬ್ಬಂದಿ ಸೇವೆಗಳನ್ನು (Cultural Operation) ಪಡೆಯಲು ಅರ್ಹ ಸಂಸ್ಥೆಗಳಿಂದ ಇ-ಟೆಂಡರ್ ಆಹ್ವಾನಿಸಲಾಗಿದೆ. ಟೆಂಡರ್ ದಾಖಲೆಗಳನ್ನು ಇ-ಪ್ರೊಕ್ಯೂರ್‌ಮೆಂಟ್ ವೆಬ್‌ಸೈಟ್ ಮೂಲಕ ಪಡೆಯಬಹುದು. [704, 549, 910, 593]
court-sign: Sd/- Chief Ministerial Officer, Principal Civil Judge & JMFC Court, Madikeri. Sd/- M.S. Jayachandra, Advocate, Kohinoor Road, Madikeri. Date: 09-09-2025. [32, 831, 133, 875]
table-cell: 13.10.2025 [587, 648, 626, 664]
table-header-cell: ಇ.ಎಂ.ಡಿ [429, 1100, 465, 1110]
page-number: ೦೮ [197, 56, 218, 77]
table-cell: ಕಾಳುಮೆಣಸು [340, 265, 402, 275]
sf-sub: ಅಲ್ಪಾವಧಿ ಟೆಂಡರ್ ಪ್ರಕಟಣೆ [478, 378, 692, 388]
table-cell: ಹೊಸ ಅಡಿಕೆ [340, 126, 411, 136]
table-header-cell: ಅಂದಾಜು ಮೊತ್ತ [384, 1100, 429, 1110]
prize-2-number: BD 251562 (KOLLAM) [700, 962, 779, 971]
sf-ref: ಸಂಖ್ಯೆ: ಟಿಇಎಸ್/ಸಾಅವಿ/ಟಿ-ಪ್ರಕ್ಯೂರ್‌ಮೆಂಟ್/ಸಿಆರ್/2025-26 [478, 361, 617, 370]
tb-control-notice [474, 1074, 696, 1434]
prize-8-numbers: 0020 0072 0110 0115 0148 0367 0479 0532 0550 0743 0757 0817 0932 1056 1157 1247 1258 1294 1452 1493 1574 1583 2011 2097 2312 2396 2424 2483 3056 3072 3226 3276 3349 3378 3468 3563 3699 3750 3820 3873 4073 4136 4527 4812 4871 5198 5346 5387 5509 5573 5813 5819 6156 6344 6655 6660 6708 6745 6781 6796 6841 6945 6966 6973 7139 7180 7292 7581 7634 7635 7702 7709 7735 7742 7876 7878 8037 8091 8170 8214 8488 8503 8679 8737 8791 9000 9031 9124 9217 9263 9712 9832 9916 9960 [700, 1151, 903, 1221]
tb-title: ಜಿಲ್ಲಾ ಕ್ಷಯ ರೋಗ ನಿಯಂತ್ರಣಾಧಿಕಾರಿಗಳ ಕಚೇರಿ [518, 1086, 652, 1097]
lamp-icon [62, 40, 78, 56]
court-case-no: Cr.M.C. No: 242/2025 [166, 442, 230, 451]
table-cell: ಕಾಣಿಯೂರು ಗ್ರಾಮ ಪಂಚಾಯತ್ ವ್ಯಾಪ್ತಿಯ ವಾರದ ಸಂತೆ ಸುಂಕ ವಸೂಲಾತಿ [495, 648, 588, 664]
court-notice-227 [364, 372, 470, 738]
table-cell: 3,55,000.00 [384, 1110, 429, 1146]
table-cell: 140 [439, 214, 468, 224]
lottery-intro: ತಿರುವನಂತಪುರ: ಕೇರಳ ರಾಜ್ಯ ಲಾಟರಿಯ ಭಾಗ್ಯಧಾರಾ (ನಂ.BT-23) ಲಾಟರಿಯ ಫಲಿತಾಂಶ ಪ್ರಕಟಗೊಂಡಿದ್ದು ವಿವರ ಇಂತಿದೆ. [700, 885, 918, 901]
social-forestry-tender [474, 328, 696, 554]
court-case-no: Cr. MC. No. 220/2025 [50, 694, 116, 703]
court-title: IN THE COURT OF THE CIVIL JUDGE AND J.M.F.C. KODAGU AT: MADIKERI [147, 416, 249, 442]
udupi-tender [142, 1024, 470, 1434]
table-cell: 11750.00 [429, 1218, 465, 1254]
ud-ref: ಸಂಖ್ಯೆ:ಉನಸ/ಪಿಡಿ4/ಸಿ.ಆರ್/2025-26 [146, 1046, 235, 1055]
table-row [340, 286, 469, 296]
table-header-cell: ದಿನಾಂಕ [587, 640, 626, 649]
table-row [340, 315, 469, 325]
court-title: IN THE COURT OF THE PRL CIVIL JUDGE & J.M.F.C. AT MADIKERI [258, 344, 354, 370]
tb-body: ಜಿಲ್ಲಾ ಆರೋಗ್ಯ ಮತ್ತು ಕುಟುಂಬ ಕಲ್ಯಾಣ ಸೊಸೈಟಿ, ದ.ಕ. - ರಾಷ್ಟ್ರೀಯ ಕ್ಷಯರೋಗ ನಿರ್ಮೂಲನಾ ಕಾರ್ಯಕ್ರಮದಡಿ ಖಾಲಿ ಇರುವ ಹುದ್ದೆಗಳನ್ನು ಗುತ್ತಿಗೆ ಆಧಾರದ ಮೇಲೆ ಭರ್ತಿ ಮಾಡಲು ಅರ್ಜಿ ಆಹ್ವಾನಿಸಲಾಗಿದೆ. Medical officer - Medical College, Tuberculosis Health Visitor (TBHV), Counsellor for DR TB Centre ಹುದ್ದೆಗಳಿಗೆ www.dkhfw.in ವೆಬ್‌ಸೈಟ್ ನಲ್ಲಿ ಮಾಹಿತಿ ಲಭ್ಯ. ಅರ್ಜಿಗಳನ್ನು ದಿನಾಂಕ 16/10/2025 ರ ಸಂಜೆ 3.00 ಗಂಟೆಯೊಳಗೆ ಸಲ್ಲಿಸತಕ್ಕದ್ದು. ಹೆಚ್ಚಿನ ಮಾಹಿತಿಗಾಗಿ ದೂರವಾಣಿ ಸಂಖ್ಯೆ 0824-2426220 ಸಂಪರ್ಕಿಸಬಹುದು. [478, 1142, 687, 1212]
table-cell: 108.00 [414, 306, 468, 316]
table-cell: 265 [410, 204, 439, 214]
table-cell: 65 [410, 185, 439, 195]
table-cell: ಹಳೆ ಕರಿಕೋಕ [340, 194, 411, 204]
table-cell: ಉಡುಪಿ ನಗರಸಭಾ ವ್ಯಾಪ್ತಿಯ ವಾರ್ಡುಗಳಲ್ಲಿ ರಸ್ತೆ ಡಾಮರೀಕರಣ ಹಾಗೂ ಚರಂಡಿ ನಿರ್ಮಾಣ ಕಾಮಗಾರಿ [164, 1110, 384, 1146]
prize-5-label: 5th Prize Rs.2,000/- [700, 1026, 763, 1036]
table-row [147, 1182, 466, 1218]
paper-name: ಹೊಸದಿಗಂತ [82, 38, 157, 58]
temple-body: ಶ್ರೀ ದೇವಸ್ಥಾನದಲ್ಲಿ ದಿನಾಂಕ 21.11.2025 ರಿಂದ 27.11.2025 ರ ವರೆಗೆ ನಡೆಯಲಿರುವ ವಾರ್ಷಿಕ ಜಾತ್ರಾ ಮಹೋತ್ಸವದ ಪ್ರಯುಕ್ತ ಬೇಕಾಗುವ ಸಾಮಗ್ರಿಗಳ ಪೂರೈಕೆಗೆ ಕೊಟೇಷನ್ ಆಹ್ವಾನಿಸಲಾಗಿದೆ. ಆಸಕ್ತರು ದಿನಾಂಕ 20.10.2025 ರ ಸಂಜೆ 5.30 ರ ಒಳಗೆ ಮೊಹರು ಮಾಡಿದ ಲಕೋಟೆಯಲ್ಲಿ ಕಚೇರಿಗೆ ಸಲ್ಲಿಸತಕ್ಕದ್ದು. ದಿನಾಂಕ 21.10.2025 ರಂದು ಬೆಳಿಗ್ಗೆ 10.00 ಗಂಟೆಗೆ ತೆರೆಯಲಾಗುವುದು. ಕೊಟೇಷನ್ ಅಂಗೀಕರಿಸುವ ಅಥವಾ ತಿರಸ್ಕರಿಸುವ ಹಕ್ಕನ್ನು ಕಾರ್ಯನಿರ್ವಾಹಕ ಅಧಿಕಾರಿಯವರು ಕಾಯ್ದಿರಿಸಿರುತ್ತಾರೆ. [478, 148, 690, 201]
bh-sign: ಸಹಿ/- ಜಿಲ್ಲಾ ಆರೋಗ್ಯ ಮತ್ತು ಕುಟುಂಬ ಕಲ್ಯಾಣ ಅಧಿಕಾರಿಗಳು, ಬೀದರ. [304, 855, 466, 864]
market-title: ಪುತ್ತೂರು ಮಾರುಕಟ್ಟೆ ಧಾರಣೆ [339, 96, 469, 108]
table-cell: 183.00 [414, 286, 468, 296]
gp-sub: (ಗ್ರಾಮೀಣಾಭಿವೃದ್ಧಿ ಮತ್ತು ಪಂಚಾಯತ್ ರಾಜ್ ಇಲಾಖೆ) [527, 576, 643, 585]
prize-9-label: 9th Prize Rs.100/- [700, 1221, 757, 1231]
forest-amounts: ಒಟ್ಟು 15 ಕಾಮಗಾರಿಗಳಿಗೆ ಅಂದಾಜು ಮೊತ್ತ ರೂ. 97,26,990/- ಇ.ಎಂ.ಡಿ ಮೊತ್ತ ರೂ. 1,94,540/- ಟೆಂಡರ್ ಶುಲ್ಕ ಮೊತ್ತ ರೂ. 1,03,440/- ಇ.ಎಂ.ಡಿ ಮೊತ್ತ ರೂ. 2,586/- [704, 658, 914, 690]
